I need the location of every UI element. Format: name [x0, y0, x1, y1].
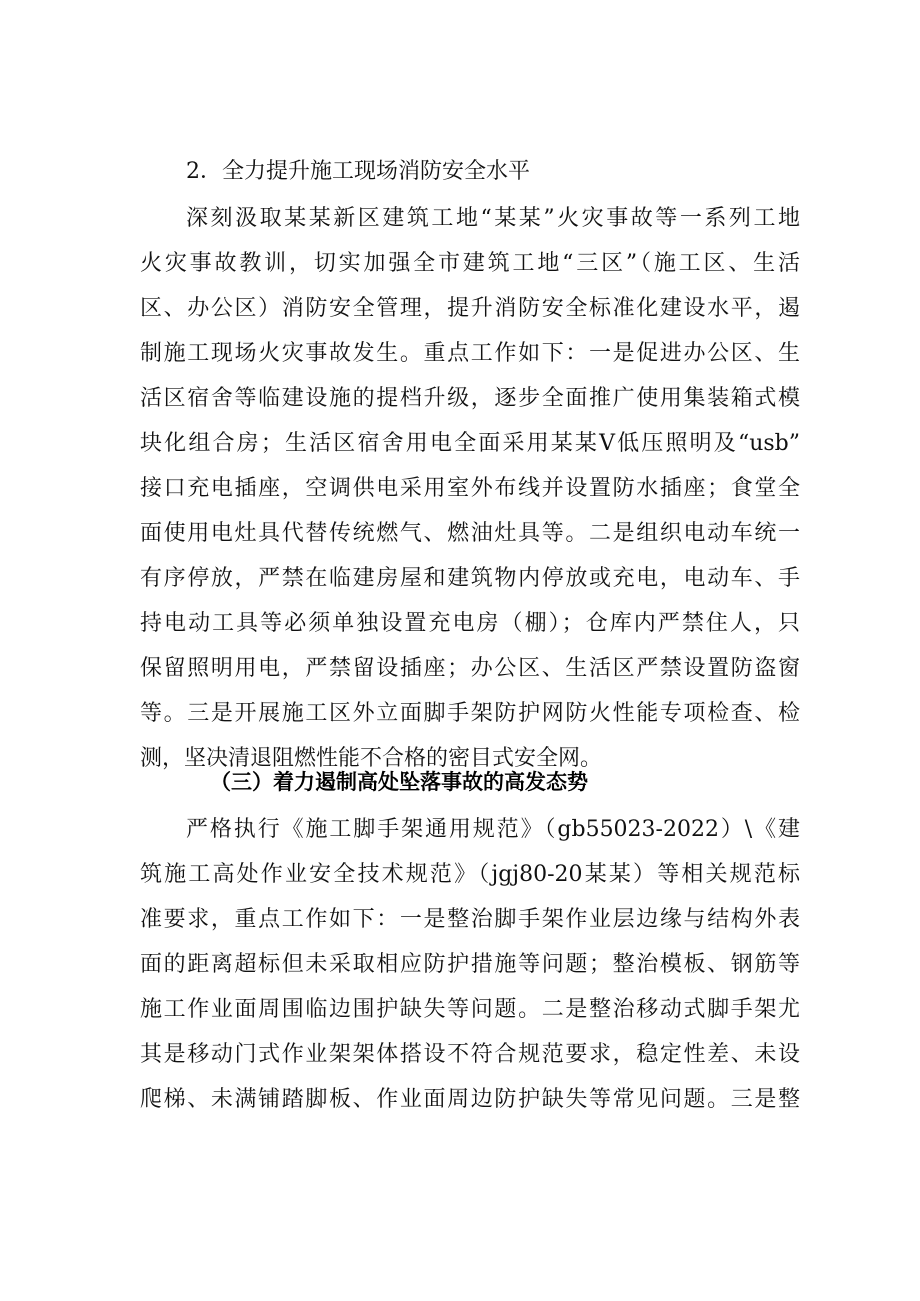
paragraph-1-line: 活区宿舍等临建设施的提档升级，逐步全面推广使用集装箱式模: [140, 386, 800, 411]
paragraph-1-line: 持电动工具等必须单独设置充电房（棚）；仓库内严禁住人，只: [140, 611, 800, 636]
paragraph-2-line: 筑施工高处作业安全技术规范》（jgj80-20某某）等相关规范标: [140, 862, 800, 887]
paragraph-1-line: 保留照明用电，严禁留设插座；办公区、生活区严禁设置防盗窗: [140, 656, 800, 681]
paragraph-1-line: 测，坚决清退阻燃性能不合格的密目式安全网。: [140, 746, 603, 771]
paragraph-2-line: 施工作业面周围临边围护缺失等问题。二是整治移动式脚手架尤: [140, 997, 800, 1022]
paragraph-2-line: 准要求，重点工作如下：一是整治脚手架作业层边缘与结构外表: [140, 907, 800, 932]
paragraph-2-line: 其是移动门式作业架架体搭设不符合规范要求，稳定性差、未设: [140, 1042, 800, 1067]
paragraph-1-line: 制施工现场火灾事故发生。重点工作如下：一是促进办公区、生: [140, 341, 800, 366]
paragraph-1-line: 火灾事故教训，切实加强全市建筑工地“三区”（施工区、生活: [140, 251, 800, 276]
paragraph-1-line: 有序停放，严禁在临建房屋和建筑物内停放或充电，电动车、手: [140, 566, 800, 591]
paragraph-1-line: 等。三是开展施工区外立面脚手架防护网防火性能专项检查、检: [140, 701, 800, 726]
paragraph-2-line: 严格执行《施工脚手架通用规范》（gb55023-2022）\《建: [186, 817, 800, 842]
section-2-heading: 2．全力提升施工现场消防安全水平: [186, 159, 530, 184]
paragraph-1-line: 块化组合房；生活区宿舍用电全面采用某某Ⅴ低压照明及“usb”: [140, 431, 800, 456]
paragraph-2-line: 爬梯、未满铺踏脚板、作业面周边防护缺失等常见问题。三是整: [140, 1087, 800, 1112]
paragraph-1-line: 面使用电灶具代替传统燃气、燃油灶具等。二是组织电动车统一: [140, 521, 800, 546]
paragraph-2-line: 面的距离超标但未采取相应防护措施等问题；整治模板、钢筋等: [140, 952, 800, 977]
paragraph-1-line: 区、办公区）消防安全管理，提升消防安全标准化建设水平，遏: [140, 296, 800, 321]
paragraph-1-line: 接口充电插座，空调供电采用室外布线并设置防水插座；食堂全: [140, 476, 800, 501]
section-3-heading: （三）着力遏制高处坠落事故的高发态势: [210, 770, 588, 794]
paragraph-1-line: 深刻汲取某某新区建筑工地“某某”火灾事故等一系列工地: [186, 206, 800, 231]
